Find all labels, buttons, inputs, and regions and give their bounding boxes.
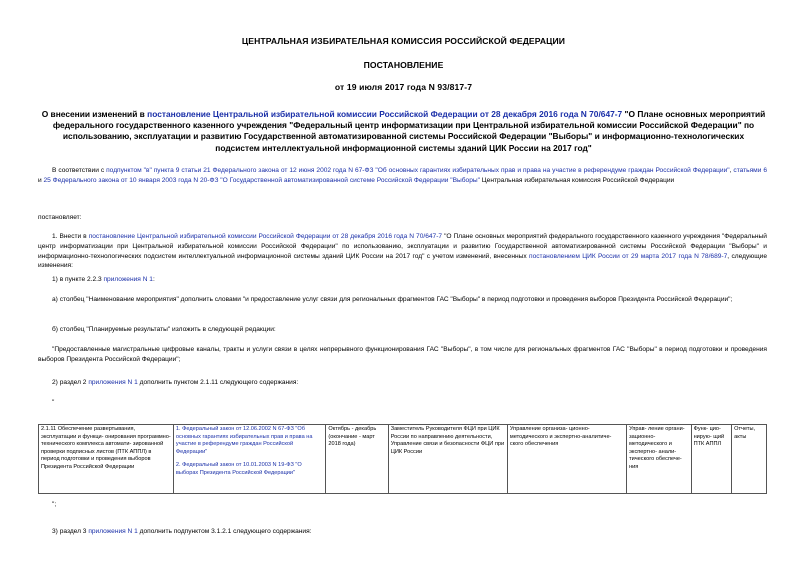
subitem-a: а) столбец "Наименование мероприятия" дополнить словами "и предоставление услуг связи для региональных фрагментов ГАС "Выборы" в период подготовки и проведения выборов Президента Российской Федерации";	[52, 296, 733, 303]
org-heading: ЦЕНТРАЛЬНАЯ ИЗБИРАТЕЛЬНАЯ КОМИССИЯ РОССИЙСКОЙ ФЕДЕРАЦИИ	[241, 36, 566, 46]
item1-text-3: , следующие изменения:	[38, 252, 768, 270]
preamble-text-4: Центральная избирательная комиссия Российской Федерации	[479, 176, 675, 184]
document-title	[40, 109, 767, 154]
doc-type-heading: ПОСТАНОВЛЕНИЕ	[363, 60, 444, 70]
sub1-text-2: :	[152, 276, 155, 283]
sub3-text-2: дополнить подпунктом 3.1.2.1 следующего содержания:	[137, 528, 312, 535]
sub3-text-1: 3) раздел 3	[52, 528, 89, 535]
table-row	[39, 425, 767, 494]
cell-co-executor: Управление организа- ционно- методического и экспертно-аналитиче- ского обеспечения	[507, 425, 626, 494]
close-quote: ";	[52, 501, 57, 508]
sub2-link-annex[interactable]: приложения N 1	[88, 379, 138, 386]
title-prefix: О внесении изменений в	[41, 109, 148, 119]
subitem-b: б) столбец "Планируемые результаты" изложить в следующей редакции:	[52, 326, 276, 333]
item1-text-1: 1. Внести в	[52, 233, 89, 240]
preamble-text-2: ,	[729, 167, 734, 174]
open-quote: "	[52, 399, 55, 406]
cell-control: Управ- ление органи- зационно- методического и экспертно- анали- тического обеспече- ния	[627, 425, 691, 494]
cell-activity: 2.1.11 Обеспечение развертывания, эксплуатации и функци- онирования программно-технического комплекса автомати- зированной проверки подписных листов (ПТК АППЛ) в период подготовки и проведения выборов Президента Российской Федерации	[39, 425, 174, 494]
title-link[interactable]: постановление Центральной избирательной комиссии Российской Федерации от 28 декабря 2016 года N 70/647-7	[147, 109, 623, 119]
cell-result: Функ- цио- нирую- щий ПТК АППЛ	[691, 425, 732, 494]
item1-link-amendment[interactable]: постановлением ЦИК России от 29 марта 2017 года N 78/689-7	[529, 252, 728, 260]
cell-responsible: Заместитель Руководителя ФЦИ при ЦИК России по направлению деятельности, Управление связи и безопасности ФЦИ при ЦИК России	[388, 425, 507, 494]
cell-link-67fz[interactable]: 1. Федеральный закон от 12.06.2002 N 67-ФЗ "Об основных гарантиях избирательных прав и права на участие в референдуме граждан Российской Федерации"	[175, 426, 313, 455]
item1-text-2: "О Плане основных мероприятий федерального государственного казенного учреждения "Федеральный центр информатизации при Центральной избирательной комиссии Российской Федерации" по использованию, эксплуатации и развитию Государственной автоматизированной системы Российской Федерации "Выборы" и информационно-технологических подсистем интеллектуальной информационной системы зданий ЦИК России на 2017 год" с учетом изменений, внесенных	[38, 233, 767, 260]
sub1-link-annex[interactable]: приложения N 1	[103, 276, 153, 283]
subitem-2	[38, 378, 767, 388]
item1-link-resolution[interactable]: постановление Центральной избирательной комиссии Российской Федерации от 28 декабря 2016 года N 70/647-7	[88, 233, 443, 240]
sub2-text-2: дополнить пунктом 2.1.11 следующего содержания:	[137, 379, 299, 386]
cell-reports: Отчеты, акты	[732, 425, 767, 494]
preamble-link-art6[interactable]: статьями 6	[733, 167, 768, 174]
sub3-link-annex[interactable]: приложения N 1	[88, 528, 138, 535]
preamble-text-3: и	[38, 176, 44, 184]
cell-link-19fz[interactable]: 2. Федеральный закон от 10.01.2003 N 19-ФЗ "О выборах Президента Российской Федерации"	[175, 462, 302, 476]
cell-legal-basis	[173, 425, 325, 494]
inserted-table	[38, 424, 767, 494]
resolves-line: постановляет:	[38, 214, 82, 221]
preamble-paragraph	[38, 166, 767, 186]
quote-planned-results: "Предоставленные магистральные цифровые каналы, тракты и услуги связи в целях непрерывного функционирования ГАС "Выборы", в том числе для региональных фрагментов ГАС "Выборы" в период подготовки и проведения выборов Президента Российской Федерации";	[38, 346, 767, 363]
sub1-text-1: 1) в пункте 2.2.3	[52, 276, 104, 283]
preamble-text-1: В соответствии с	[52, 167, 107, 174]
item-1-paragraph	[38, 232, 767, 271]
subitem-3	[38, 527, 767, 537]
preamble-link-67fz[interactable]: подпунктом "в" пункта 9 статьи 21 Федерального закона от 12 июня 2002 года N 67-ФЗ "Об основных гарантиях избирательных прав и права на участие в референдуме граждан Российской Федерации"	[106, 167, 730, 174]
cell-period: Октябрь - декабрь (окончание - март 2018 года)	[326, 425, 388, 494]
title-rest: "О Плане основных мероприятий федерального государственного казенного учреждения "Федеральный центр информатизации при Центральной избирательной комиссии Российской Федерации" по использованию, эксплуатации и развитию Государственной автоматизированной системы Российской Федерации "Выборы" и информационно-технологических подсистем интеллектуальной информационной системы зданий ЦИК России на 2017 год"	[52, 109, 766, 153]
preamble-link-20fz[interactable]: 25 Федерального закона от 10 января 2003 года N 20-ФЗ "О Государственной автоматизированной системе Российской Федерации "Выборы"	[43, 176, 480, 184]
sub2-text-1: 2) раздел 2	[52, 379, 89, 386]
subitem-1	[38, 275, 767, 285]
date-number-heading: от 19 июля 2017 года N 93/817-7	[334, 82, 473, 92]
